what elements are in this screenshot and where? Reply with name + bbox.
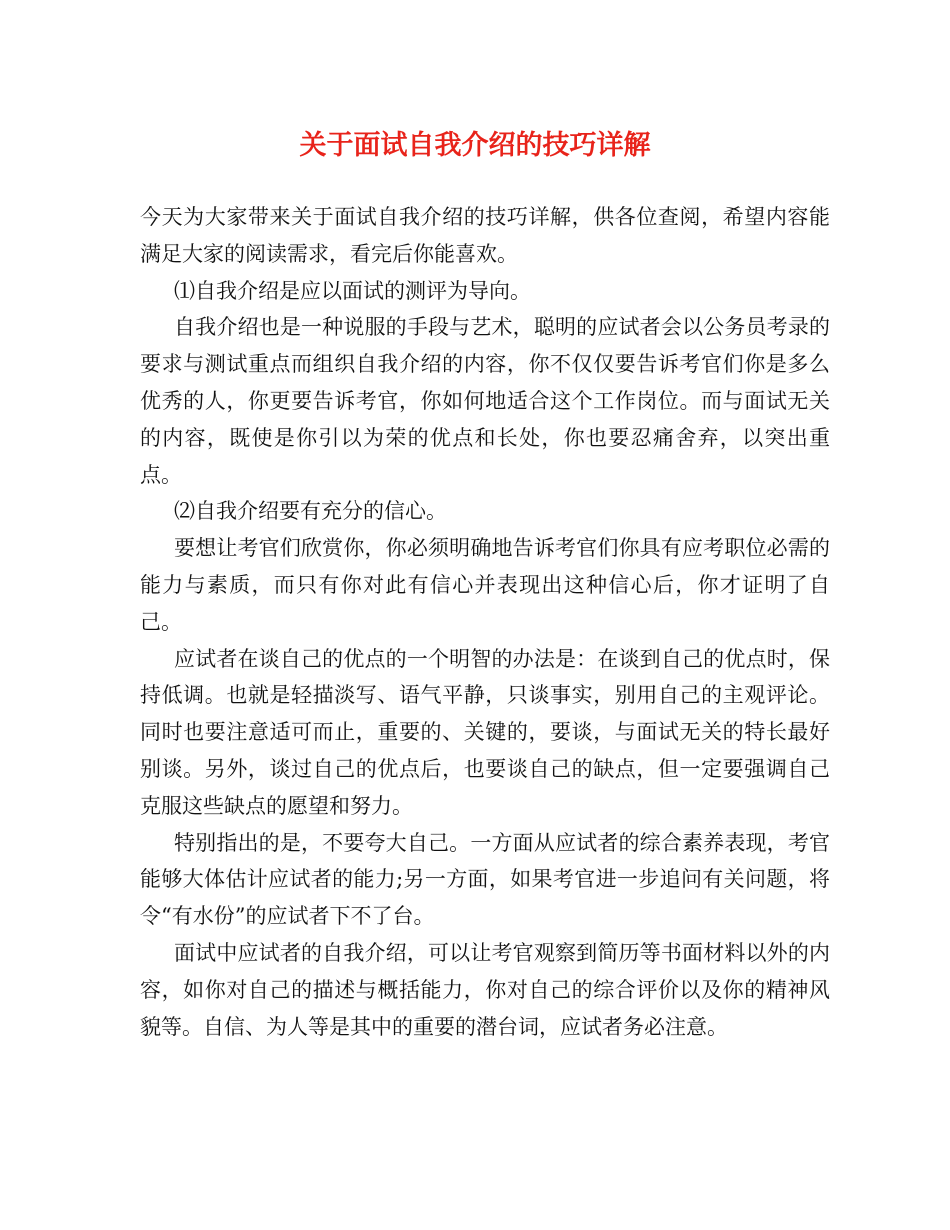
paragraph-intro: 今天为大家带来关于面试自我介绍的技巧详解，供各位查阅，希望内容能满足大家的阅读需求，看完后你能喜欢。: [140, 205, 830, 266]
paragraph-heading-1: ⑴自我介绍是应以面试的测评为导向。: [174, 278, 531, 303]
document-body: [140, 199, 830, 1045]
paragraph: 应试者在谈自己的优点的一个明智的办法是：在谈到自己的优点时，保持低调。也就是轻描淡写、语气平静，只谈事实，别用自己的主观评论。同时也要注意适可而止，重要的、关键的，要谈，与面试无关的特长最好别谈。另外，谈过自己的优点后，也要谈自己的缺点，但一定要强调自己克服这些缺点的愿望和努力。: [140, 646, 830, 818]
paragraph: 要想让考官们欣赏你，你必须明确地告诉考官们你具有应考职位必需的能力与素质，而只有你对此有信心并表现出这种信心后，你才证明了自己。: [140, 536, 830, 634]
paragraph: 面试中应试者的自我介绍，可以让考官观察到简历等书面材料以外的内容，如你对自己的描述与概括能力，你对自己的综合评价以及你的精神风貌等。自信、为人等是其中的重要的潜台词，应试者务必注意。: [140, 940, 830, 1039]
document-title: 关于面试自我介绍的技巧详解: [299, 130, 651, 161]
paragraph: 自我介绍也是一种说服的手段与艺术，聪明的应试者会以公务员考录的要求与测试重点而组织自我介绍的内容，你不仅仅要告诉考官们你是多么优秀的人，你更要告诉考官，你如何地适合这个工作岗位。而与面试无关的内容，既使是你引以为荣的优点和长处，你也要忍痛舍弃，以突出重点。: [140, 315, 830, 487]
paragraph: 特别指出的是，不要夸大自己。一方面从应试者的综合素养表现，考官能够大体估计应试者的能力;另一方面，如果考官进一步追问有关问题，将令“有水份”的应试者下不了台。: [140, 830, 830, 929]
paragraph-heading-2: ⑵自我介绍要有充分的信心。: [174, 499, 447, 524]
